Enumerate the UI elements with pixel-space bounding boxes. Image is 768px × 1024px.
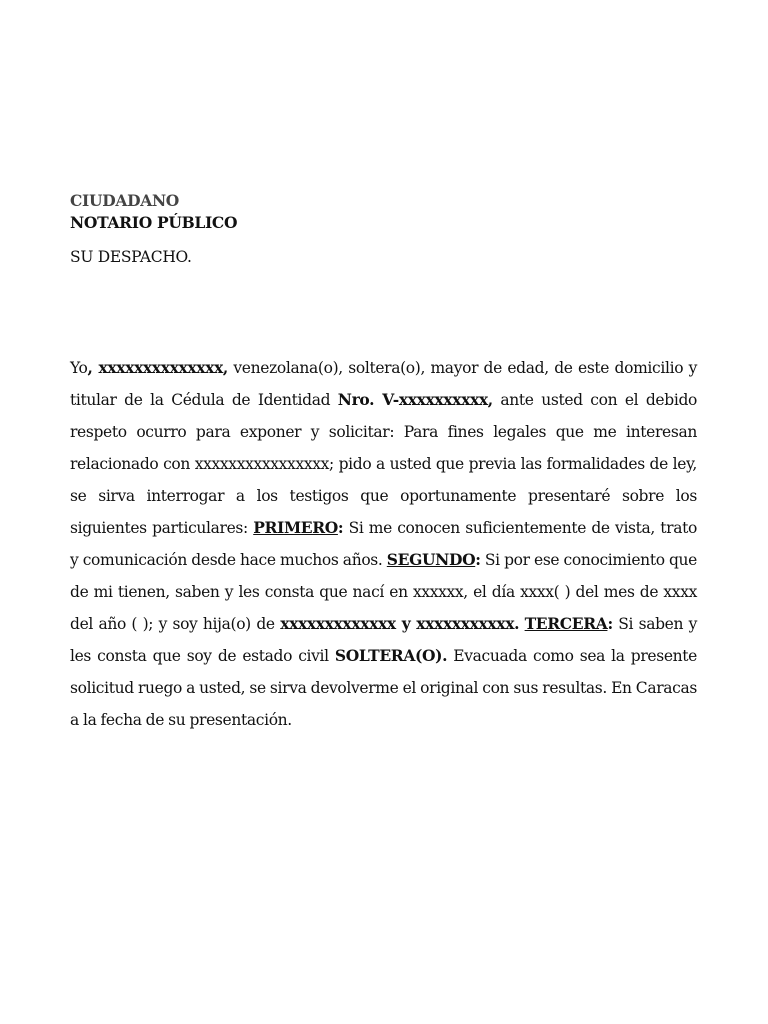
civil-status-value: SOLTERA(O).	[334, 646, 448, 665]
item-tercera-label: TERCERA	[524, 614, 608, 633]
body-text-segment: Si por ese conocimiento que de mi tienen, saben y les consta que nací en xxxxxx, el día xxxx( ) del mes de xxxx del año ( ); y soy hija(o) de	[70, 551, 697, 633]
item-segundo-label: SEGUNDO	[386, 550, 476, 569]
item-colon: :	[337, 518, 344, 537]
addressee-destination: SU DESPACHO.	[70, 248, 192, 266]
parents-names-placeholder: xxxxxxxxxxxxx y xxxxxxxxxxx.	[280, 614, 520, 633]
body-text-segment: Si me conocen suficientemente de vista, trato y comunicación desde hace muchos años.	[70, 519, 697, 569]
body-text-segment: Yo	[70, 359, 88, 377]
body-text-segment: Evacuada como sea la presente solicitud ruego a usted, se sirva devolverme el original con sus resultas. En Caracas a la fecha de su presentación.	[70, 647, 698, 729]
item-primero-label: PRIMERO	[253, 518, 338, 537]
item-colon: :	[475, 550, 481, 569]
addressee-block	[70, 190, 700, 268]
request-body-paragraph	[70, 352, 697, 736]
item-colon: :	[607, 614, 613, 633]
body-text-segment: venezolana(o), soltera(o), mayor de edad, de este domicilio y titular de la Cédula de Identidad	[70, 359, 697, 409]
addressee-title: CIUDADANO	[70, 191, 180, 210]
addressee-office: NOTARIO PÚBLICO	[70, 213, 238, 232]
body-text-segment: ante usted con el debido respeto ocurro para exponer y solicitar: Para fines legales que me interesan relacionado con xxxxxxxxxxxxxxxx; pido a usted que previa las formalidades de ley, se sirva interrogar a los testigos que oportunamente presentaré sobre los siguientes particulares:	[70, 391, 697, 537]
applicant-name-placeholder: , xxxxxxxxxxxxxx,	[87, 358, 228, 377]
body-text-segment: Si saben y les consta que soy de estado civil	[70, 615, 697, 665]
id-number-placeholder: Nro. V-xxxxxxxxxx,	[337, 390, 493, 409]
